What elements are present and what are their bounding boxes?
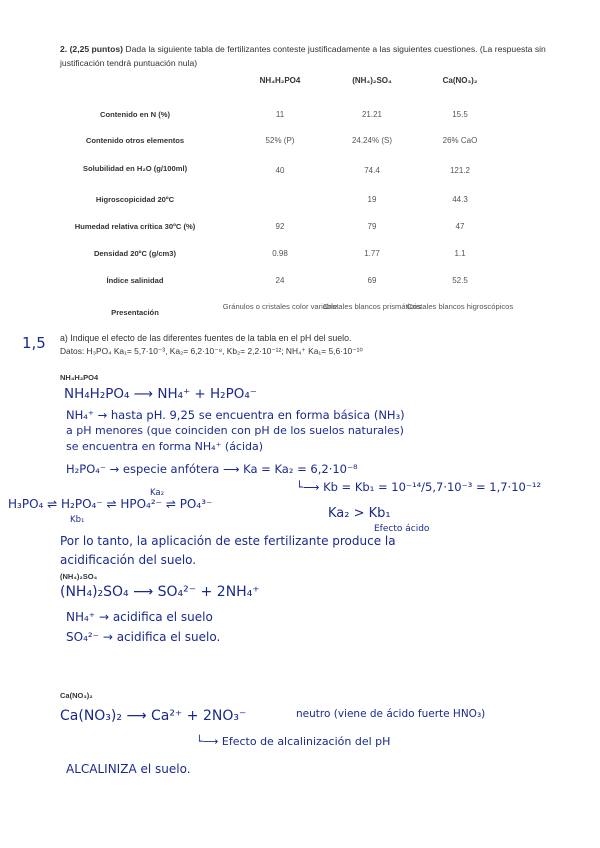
row-label: Solubilidad en H₂O (g/100ml) xyxy=(82,164,188,173)
table-cell: 19 xyxy=(367,195,377,204)
table-cell: 52.5 xyxy=(452,276,468,285)
row-label: Contenido en N (%) xyxy=(99,110,171,119)
section-heading: Ca(NO₃)₂ xyxy=(60,691,93,700)
handwritten-line: Por lo tanto, la aplicación de este fertilizante produce la xyxy=(60,534,396,548)
table-cell: Cristales blancos prismáticos xyxy=(322,302,422,311)
handwritten-line: ALCALINIZA el suelo. xyxy=(66,762,191,776)
handwritten-label: Efecto ácido xyxy=(374,524,430,534)
handwritten-line: Ka₂ > Kb₁ xyxy=(328,506,391,521)
handwritten-line: └⟶ Kb = Kb₁ = 10⁻¹⁴/5,7·10⁻³ = 1,7·10⁻¹² xyxy=(296,480,542,494)
subquestion-data: Datos: H₃PO₄ Ka₁= 5,7·10⁻³, Ka₂= 6,2·10⁻⁸, Kb₂= 2,2·10⁻¹²; NH₄⁺ Ka₁= 5,6·10⁻¹⁰ xyxy=(60,346,363,356)
row-label: Densidad 20ºC (g/cm3) xyxy=(93,249,177,258)
question-points: (2,25 puntos) xyxy=(69,44,124,54)
table-cell: Cristales blancos higroscópicos xyxy=(406,302,514,311)
handwritten-line: NH₄⁺ → hasta pH. 9,25 se encuentra en forma básica (NH₃) xyxy=(66,408,405,422)
table-cell: 1.77 xyxy=(364,249,380,258)
handwritten-line: Ca(NO₃)₂ ⟶ Ca²⁺ + 2NO₃⁻ xyxy=(60,708,247,724)
table-cell: 21.21 xyxy=(361,110,383,119)
column-header-3: Ca(NO₃)₂ xyxy=(442,76,478,85)
table-cell: 15.5 xyxy=(452,110,468,119)
table-cell: 121.2 xyxy=(449,166,471,175)
row-label: Presentación xyxy=(111,308,159,317)
table-cell: 40 xyxy=(275,166,285,175)
handwritten-line: se encuentra en forma NH₄⁺ (ácida) xyxy=(66,440,264,453)
handwritten-line: neutro (viene de ácido fuerte HNO₃) xyxy=(296,708,486,720)
table-cell: 44.3 xyxy=(452,195,468,204)
table-cell: 74.4 xyxy=(364,166,380,175)
handwritten-line: NH₄⁺ → acidifica el suelo xyxy=(66,610,213,624)
question-text: Dada la siguiente tabla de fertilizantes conteste justificadamente a las siguientes cuestiones. (La respuesta sin justificación tendrá puntuación nula) xyxy=(60,44,546,68)
section-heading: NH₄H₂PO4 xyxy=(60,373,99,382)
table-cell: 47 xyxy=(455,222,465,231)
table-cell: 0.98 xyxy=(272,249,288,258)
table-cell: Gránulos o cristales color variable xyxy=(222,302,338,311)
question-number: 2. xyxy=(60,44,68,54)
column-header-2: (NH₄)₂SO₄ xyxy=(352,76,392,85)
handwritten-line: a pH menores (que coinciden con pH de los suelos naturales) xyxy=(66,424,404,437)
section-heading: (NH₄)₂SO₄ xyxy=(60,572,98,581)
table-cell: 24.24% (S) xyxy=(351,136,393,145)
handwritten-line: (NH₄)₂SO₄ ⟶ SO₄²⁻ + 2NH₄⁺ xyxy=(60,584,260,600)
handwritten-line: H₂PO₄⁻ → especie anfótera ⟶ Ka = Ka₂ = 6,2·10⁻⁸ xyxy=(66,462,358,476)
row-label: Índice salinidad xyxy=(106,276,164,285)
table-cell: 52% (P) xyxy=(265,136,295,145)
table-cell: 69 xyxy=(367,276,377,285)
table-cell: 79 xyxy=(367,222,377,231)
question-statement xyxy=(60,42,565,70)
handwritten-score: 1,5 xyxy=(22,334,46,352)
row-label: Humedad relativa crítica 30ºC (%) xyxy=(74,222,196,231)
handwritten-line: SO₄²⁻ → acidifica el suelo. xyxy=(66,630,221,644)
table-cell: 1.1 xyxy=(454,249,466,258)
handwritten-label: Kb₁ xyxy=(70,515,85,525)
row-label: Higroscopicidad 20ºC xyxy=(95,195,175,204)
table-cell: 11 xyxy=(275,110,285,119)
subquestion-text: a) Indique el efecto de las diferentes fuentes de la tabla en el pH del suelo. xyxy=(60,333,352,343)
row-label: Contenido otros elementos xyxy=(85,136,185,145)
column-header-1: NH₄H₂PO4 xyxy=(259,76,301,85)
table-cell: 24 xyxy=(275,276,285,285)
table-cell: 26% CaO xyxy=(442,136,478,145)
handwritten-line: acidificación del suelo. xyxy=(60,553,197,567)
handwritten-line: H₃PO₄ ⇌ H₂PO₄⁻ ⇌ HPO₄²⁻ ⇌ PO₄³⁻ xyxy=(8,497,213,511)
handwritten-label: Ka₂ xyxy=(150,488,165,498)
handwritten-line: NH₄H₂PO₄ ⟶ NH₄⁺ + H₂PO₄⁻ xyxy=(64,386,257,402)
handwritten-line: └⟶ Efecto de alcalinización del pH xyxy=(196,735,391,748)
table-cell: 92 xyxy=(275,222,285,231)
